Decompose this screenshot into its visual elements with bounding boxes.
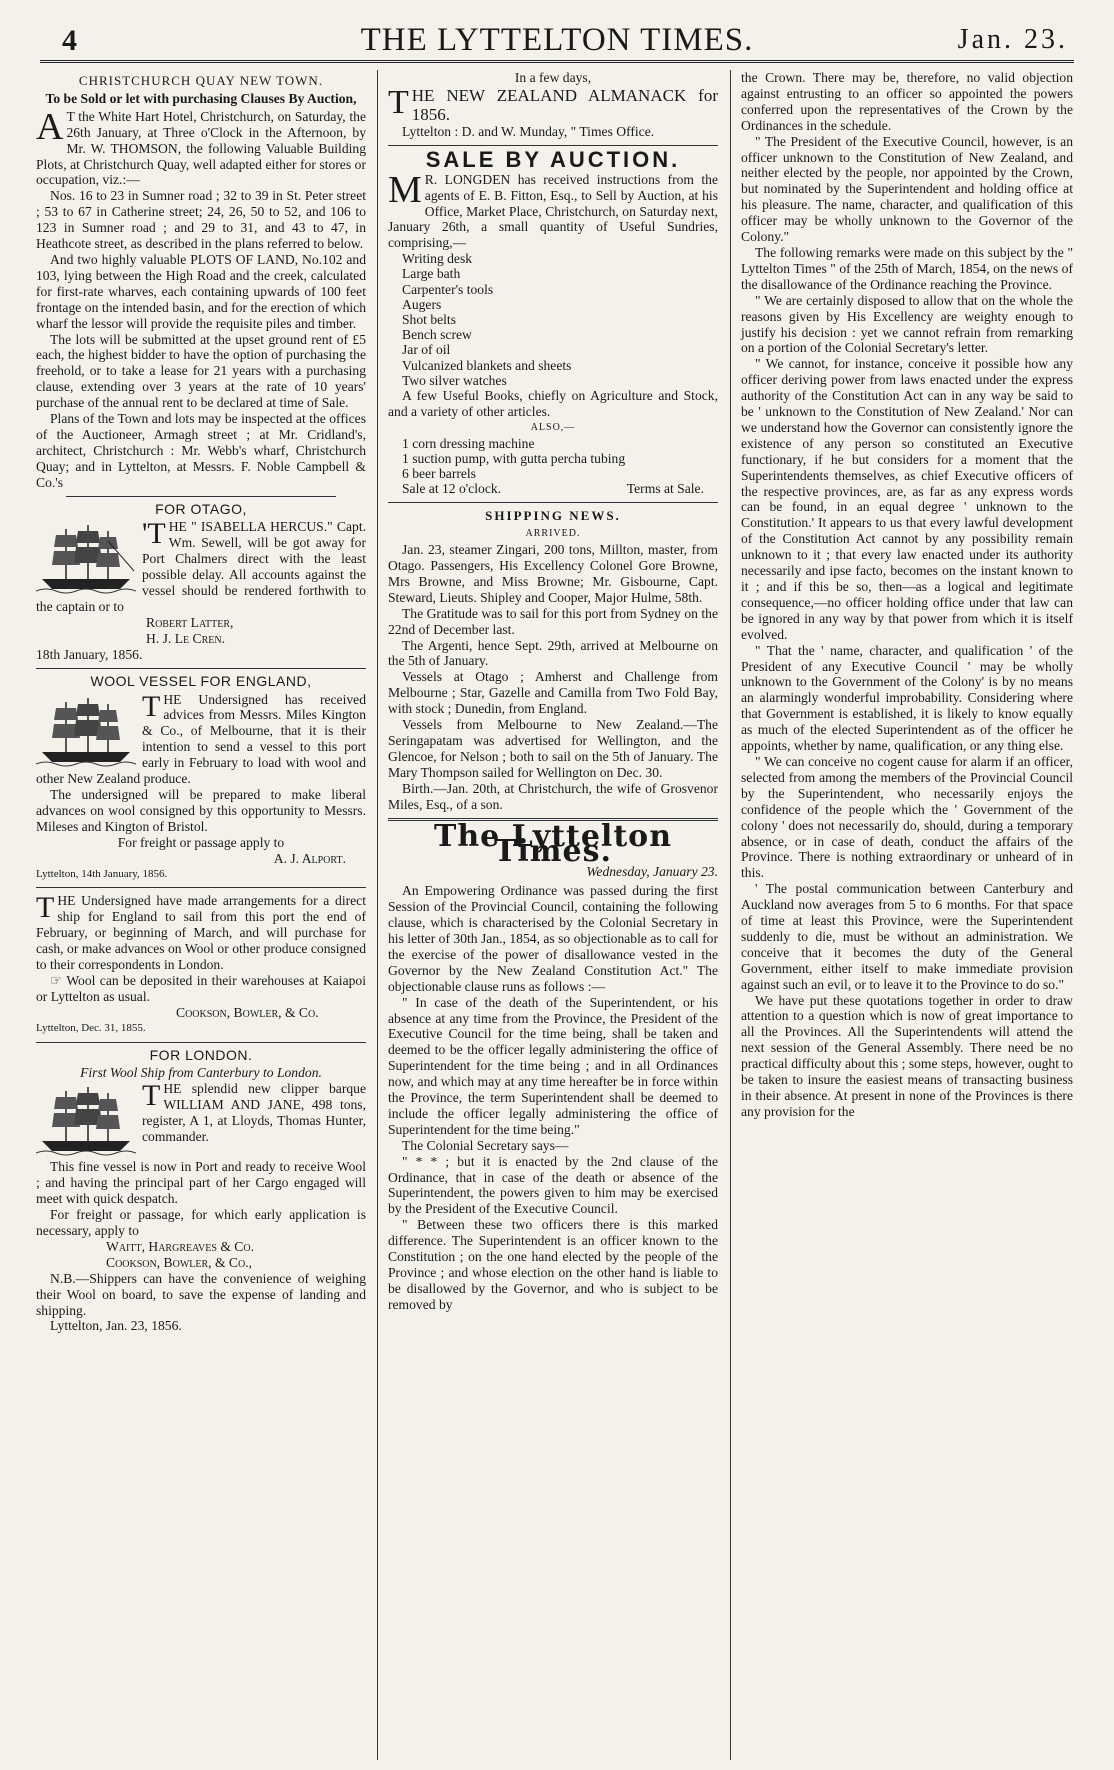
dropcap-m: M bbox=[388, 168, 422, 211]
sale-items-list bbox=[388, 251, 718, 388]
london-date: Lyttelton, Jan. 23, 1856. bbox=[50, 1318, 182, 1334]
sale-list-item: Two silver watches bbox=[402, 372, 507, 388]
london-paragraph-3: For freight or passage, for which early application is necessary, apply to bbox=[36, 1207, 366, 1238]
shipping-paragraph-4: Vessels at Otago ; Amherst and Challenge from Melbourne ; Star, Gazelle and Camilla from Two Fold Bay, with stock ; Dunedin, from England. bbox=[388, 669, 718, 717]
direct-paragraph-2: ☞ Wool can be deposited in their warehouses at Kaiapoi or Lyttelton as usual. bbox=[36, 972, 366, 1004]
column-2 bbox=[388, 70, 718, 1760]
wool-date: Lyttelton, 14th January, 1856. bbox=[36, 867, 168, 880]
birth-notice: Birth.—Jan. 20th, at Christchurch, the wife of Grosvenor Miles, Esq., of a son. bbox=[388, 780, 718, 812]
otago-signature-1: Robert Latter, bbox=[146, 614, 234, 630]
shipping-paragraph-5: Vessels from Melbourne to New Zealand.—The Seringapatam was advertised for Wellington, and the Glencoe, for Nelson ; both to sail on the 5th of January. The Mary Thompson sailed for Wellington on Dec. 30. bbox=[388, 717, 718, 780]
also-label: ALSO,— bbox=[530, 421, 576, 433]
sale-list-item: 6 beer barrels bbox=[402, 466, 476, 482]
editorial-cont-3: The following remarks were made on this subject by the " Lyttelton Times " of the 25th of March, 1854, on the news of the disallowance of the Ordinance reaching the Province. bbox=[741, 244, 1073, 292]
shipping-paragraph-1: Jan. 23, steamer Zingari, 200 tons, Millton, master, from Otago. Passengers, His Excellency Colonel Gore Browne, Mrs Browne, and Miss Browne; Mr. Gisbourne, Capt. Steward, Lieuts. Shipley and Cooper, Major Hulme, 58th. bbox=[388, 542, 718, 605]
london-paragraph-1: THE splendid new clipper barque WILLIAM AND JANE, 498 tons, register, A 1, at Lloyds, Thomas Hunter, commander. bbox=[142, 1079, 366, 1145]
sale-list-item: Bench screw bbox=[402, 327, 472, 343]
column-1 bbox=[36, 70, 366, 1760]
wool-heading: WOOL VESSEL FOR ENGLAND, bbox=[90, 672, 312, 689]
dropcap-t: T bbox=[142, 1079, 161, 1113]
otago-paragraph: 'THE " ISABELLA HERCUS." Capt. Wm. Sewell, will be got away for Port Chalmers direct with the least possible delay. All accounts against the vessel should be rendered forthwith to the captain or to bbox=[36, 517, 366, 614]
shipping-paragraph-3: The Argenti, hence Sept. 29th, arrived at Melbourne on the 5th of January. bbox=[388, 637, 718, 669]
editorial-cont-5: " We cannot, for instance, conceive it possible how any officer deriving power from laws enacted under the express authority of the Constitution Act can in any way be said to be ' unknown to the Constitution of New Zealand.' Nor can we understand how the Governor can consistently ignore the existence of any person so constituted an Executive functionary, if he but considers for a moment that the Superintendents themselves, as chief Executive officers of the respective provinces, are, as far as any express words can be found, in an equal degree ' unknown to the Constitution.' It appears to us that every lawful development of the Constitution Act cannot by any possibility remain unknown to it ; that every law enacted under its authority necessarily and ipse facto, becomes on the instant known to it ; and if this be so, then—as a logical and legitimate consequence,—no officer holding office under that law can be ignored in any way by that power from which it is itself evolved. bbox=[741, 356, 1073, 642]
masthead bbox=[40, 14, 1074, 63]
direct-paragraph-1: THE Undersigned have made arrangements for a direct ship for England to sail from this port the end of February, or beginning of March, and will purchase for cash, or make advances on Wool or other produce consigned to their correspondents in London. bbox=[36, 891, 366, 973]
quay-paragraph-5: Plans of the Town and lots may be inspected at the offices of the Auctioneer, Armagh street ; at Mr. Cridland's, architect, Christchurch : Mr. Webb's wharf, Christchurch Quay; and in Lyttelton, at Messrs. F. Noble Campbell & Co.'s bbox=[36, 411, 366, 490]
editorial-paragraph-2: " In case of the death of the Superintendent, or his absence at any time from the Province, the President of the Executive Council for the time being, shall be taken and deemed to be the officer legally administering the office of Superintendent for the time being ; and in all Ordinances now, and which may at any time hereafter be in force within the Province, the term Superintendent shall be deemed to include the officer legally administering the office of Superintendent for the time being." bbox=[388, 994, 718, 1137]
quay-paragraph-1: A T the White Hart Hotel, Christchurch, on Saturday, the 26th January, at Three o'Clock in the Afternoon, by Mr. W. THOMSON, the following Valuable Building Plots, at Christchurch Quay, well adapted either for stores or occupation, viz.:— bbox=[36, 105, 366, 188]
wool-paragraph-2: The undersigned will be prepared to make liberal advances on wool consigned by this opportunity to Messrs. Mileses and Kington of Bristol. bbox=[36, 786, 366, 834]
sale-books: A few Useful Books, chiefly on Agriculture and Stock, and a variety of other articles. bbox=[388, 388, 718, 419]
otago-date: 18th January, 1856. bbox=[36, 646, 143, 662]
editorial-cont-1: the Crown. There may be, therefore, no valid objection against entrusting to an officer so appointed the powers conferred upon the representatives of the Crown by the Ordinances in the schedule. bbox=[741, 70, 1073, 133]
sale-list-item: Jar of oil bbox=[402, 342, 451, 358]
dropcap-a: A bbox=[36, 105, 64, 148]
wool-signature: A. J. Alport. bbox=[273, 850, 346, 866]
editorial-cont-7: " We can conceive no cogent cause for alarm if an officer, selected from among the members of the Provincial Council by the Superintendent, who necessarily enjoys the confidence of the people which the ' Government of the colony ' does not necessarily do, should, during a temporary absence, or in case of death, conduct the affairs of the Province. There is nothing extraordinary or unheard of in this. bbox=[741, 753, 1073, 881]
sale-list-item: 1 corn dressing machine bbox=[402, 435, 535, 451]
sale-time: Sale at 12 o'clock. bbox=[402, 481, 502, 497]
editorial-cont-8: ' The postal communication between Canterbury and Auckland now averages from 5 to 6 months. For that space of time at least this Province, were the Superintendent suddenly to die, must be without an administration. We conceive that it becomes the duty of the General Government, either itself to make immediate provision against such an evil, or to leave it to the Province to do so." bbox=[741, 881, 1073, 992]
dropcap-t: T bbox=[388, 83, 409, 121]
wool-paragraph-1: THE Undersigned has received advices from Messrs. Miles Kington & Co., of Melbourne, that it is their intention to send a vessel to this port early in February to load with wool and other New Zealand produce. bbox=[36, 689, 366, 787]
editorial-flag: The Lyttelton Times. bbox=[434, 818, 672, 870]
shipping-paragraph-2: The Gratitude was to sail for this port from Sydney on the 22nd of December last. bbox=[388, 605, 718, 637]
direct-date: Lyttelton, Dec. 31, 1855. bbox=[36, 1021, 146, 1034]
london-signature-1: Waitt, Hargreaves & Co. bbox=[106, 1238, 254, 1254]
sale-terms: Terms at Sale. bbox=[626, 481, 704, 497]
dropcap-t: 'T bbox=[142, 517, 166, 551]
almanack-subline: Lyttelton : D. and W. Munday, " Times Office. bbox=[402, 123, 655, 139]
editorial-cont-2: " The President of the Executive Council, however, is an officer unknown to the Constitution of New Zealand, and neither elected by the people, nor appointed by the Crown, but nominated by the Superintendent and holding office at his pleasure. The name, character, and qualification of this officer may be wholly unknown to the Governor of the Colony." bbox=[741, 133, 1073, 245]
sale-list-item: Writing desk bbox=[402, 251, 473, 267]
wool-paragraph-3: For freight or passage apply to bbox=[117, 834, 285, 850]
ship-woodcut-icon bbox=[36, 1083, 136, 1157]
dropcap-t: T bbox=[142, 689, 161, 723]
divider bbox=[388, 502, 718, 503]
sale-list-item: Augers bbox=[402, 296, 442, 312]
editorial-paragraph-4: " * * ; but it is enacted by the 2nd clause of the Ordinance, that in case of the death or absence of the Superintendent, the powers given to him may be exercised by the President of the Executive Council. bbox=[388, 1153, 718, 1217]
quay-heading: CHRISTCHURCH QUAY NEW TOWN. bbox=[78, 73, 324, 88]
sale-list-item: Carpenter's tools bbox=[402, 281, 494, 297]
almanack-paragraph: THE NEW ZEALAND ALMANACK for 1856. bbox=[388, 83, 718, 124]
column-divider bbox=[730, 70, 731, 1760]
london-paragraph-2: This fine vessel is now in Port and ready to receive Wool ; and having the principal part of her Cargo engaged will meet with quick despatch. bbox=[36, 1159, 366, 1207]
london-signature-2: Cookson, Bowler, & Co., bbox=[106, 1254, 253, 1270]
column-3 bbox=[741, 70, 1073, 1760]
divider bbox=[66, 496, 336, 497]
column-divider bbox=[377, 70, 378, 1760]
sale-paragraph: M R. LONGDEN has received instructions from the agents of E. B. Fitton, Esq., to Sell by Auction, at his Office, Market Place, Christchurch, on Saturday next, January 26th, a small quantity of Useful Sundries, comprising,— bbox=[388, 168, 718, 251]
arrived-label: ARRIVED. bbox=[525, 528, 581, 540]
issue-date: Jan. 23. bbox=[957, 24, 1068, 55]
sale-list-item: Large bath bbox=[402, 266, 461, 282]
editorial-paragraph-3: The Colonial Secretary says— bbox=[402, 1137, 569, 1153]
sale-list-item: Shot belts bbox=[402, 312, 457, 328]
london-heading: FOR LONDON. bbox=[149, 1046, 253, 1063]
editorial-paragraph-5: " Between these two officers there is this marked difference. The Superintendent is an officer known to the Constitution ; on the one hand elected by the people of the Province ; and whose election on the other hand is liable to be disallowed by the Governor, and who is subject to be removed by bbox=[388, 1217, 718, 1312]
sale-items-list-2 bbox=[388, 436, 718, 482]
otago-signature-2: H. J. Le Cren. bbox=[146, 630, 225, 646]
editorial-cont-4: " We are certainly disposed to allow that on the whole the reasons given by His Excellency are weighty enough to justify his decision : yet we cannot refrain from remarking on a portion of the Colonial Secretary's letter. bbox=[741, 292, 1073, 356]
almanack-head: In a few days, bbox=[514, 70, 592, 85]
shipping-heading: SHIPPING NEWS. bbox=[485, 508, 621, 524]
ship-woodcut-icon bbox=[36, 521, 136, 595]
editorial-paragraph-1: An Empowering Ordinance was passed during the first Session of the Provincial Council, containing the following clause, which is characterised by the Colonial Secretary in his letter of 30th Jan., 1854, as so objectionable as to call for the exercise of the power of disallowance vested in the Governor by the New Zealand Constitution Act." The objectionable clause runs as follows :— bbox=[388, 883, 718, 994]
sale-list-item: Vulcanized blankets and sheets bbox=[402, 357, 572, 373]
sale-footer bbox=[388, 481, 718, 497]
london-subheading: First Wool Ship from Canterbury to London. bbox=[80, 1065, 322, 1081]
direct-signature: Cookson, Bowler, & Co. bbox=[176, 1004, 319, 1020]
newspaper-title: THE LYTTELTON TIMES. bbox=[360, 22, 754, 58]
editorial-dateline: Wednesday, January 23. bbox=[586, 864, 718, 880]
dropcap-t: T bbox=[36, 891, 55, 925]
editorial-cont-6: " That the ' name, character, and qualification ' of the President of any Executive Council ' may be wholly unknown to the Government of the Colony' is by no means an alarmingly wonderful improbability. Considering where that Government is established, it is likely to know equally as much of the elected Superintendent as of the officer he appoints, whether by name, qualification, or any thing else. bbox=[741, 642, 1073, 754]
sale-list-item: 1 suction pump, with gutta percha tubing bbox=[402, 451, 626, 466]
london-paragraph-4: N.B.—Shippers can have the convenience of weighing their Wool on board, to save the expense of landing and shipping. bbox=[36, 1270, 366, 1318]
sale-heading: SALE BY AUCTION. bbox=[425, 146, 681, 172]
quay-paragraph-4: The lots will be submitted at the upset ground rent of £5 each, the highest bidder to have the option of purchasing the freehold, or to take a lease for 21 years with a purchasing clause, extending over 3 years at the rate of 10 years' purchase of the annual rent to be declared at time of Sale. bbox=[36, 331, 366, 411]
quay-paragraph-3: And two highly valuable PLOTS OF LAND, No.102 and 103, lying between the High Road and the creek, calculated for first-rate wharves, each containing upwards of 100 feet frontage on the intended basin, and for the erection of which wharf the lessor will provide the requisite piles and timber. bbox=[36, 251, 366, 331]
divider bbox=[388, 145, 718, 146]
otago-heading: FOR OTAGO, bbox=[155, 500, 247, 517]
page-number: 4 bbox=[62, 24, 77, 57]
divider bbox=[36, 887, 366, 888]
quay-paragraph-2: Nos. 16 to 23 in Sumner road ; 32 to 39 in St. Peter street ; 53 to 67 in Catherine street; 24, 26, 50 to 52, and 106 to 123 in Sumner road ; and 29 to 31, and 43 to 47, in Heathcote street, as described in the plans referred to below. bbox=[36, 188, 366, 252]
ship-woodcut-icon bbox=[36, 694, 136, 768]
divider bbox=[36, 1042, 366, 1043]
divider bbox=[36, 668, 366, 669]
editorial-cont-9: We have put these quotations together in order to draw attention to a question which is now of great importance to all the Provinces. All the Superintendents will attend the next session of the General Assembly. There need be no practical difficulty about this ; some steps, however, ought to be taken to insure the easiest means of transacting business in their absence. At present in none of the Provinces is there any provision for the bbox=[741, 992, 1073, 1119]
quay-subheading: To be Sold or let with purchasing Clauses By Auction, bbox=[45, 90, 357, 106]
